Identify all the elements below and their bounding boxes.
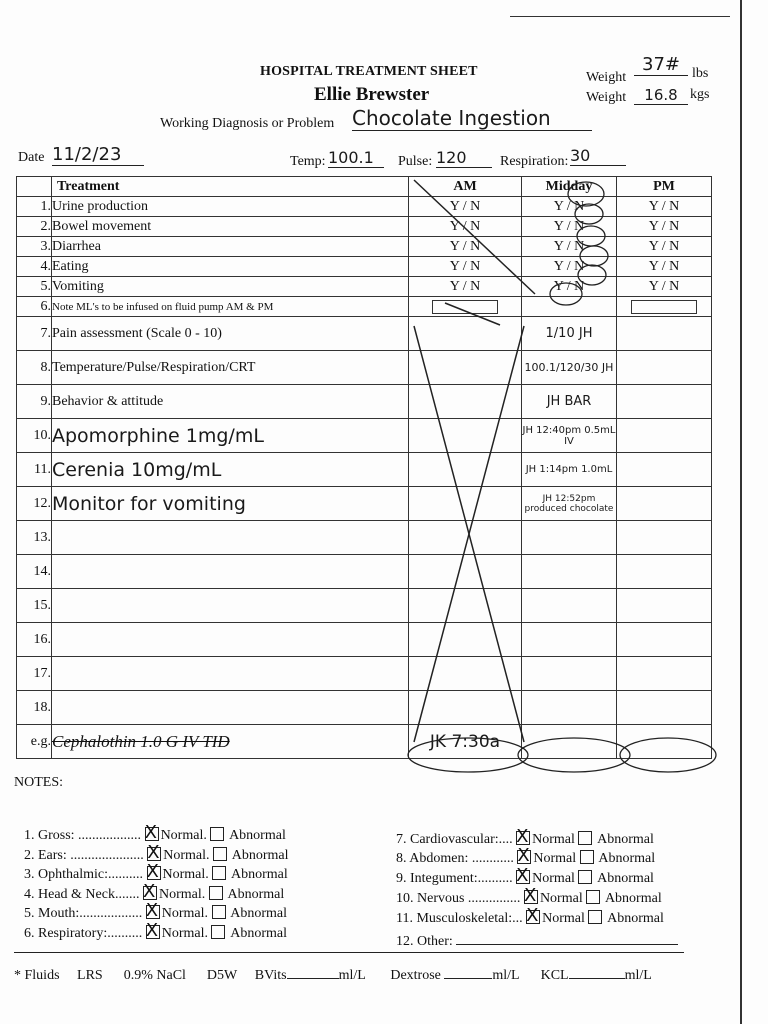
row-num: 9. [17, 385, 52, 419]
row-label: Eating [52, 257, 409, 277]
row-am[interactable]: Y / N [409, 237, 522, 257]
abnormal-checkbox[interactable] [213, 847, 227, 861]
date-label: Date [18, 150, 45, 165]
normal-label: Normal. [160, 828, 207, 843]
normal-checkbox[interactable] [146, 905, 160, 919]
row-am[interactable]: Y / N [409, 217, 522, 237]
row-num: 6. [17, 297, 52, 317]
exam-label: 11. Musculoskeletal:... [396, 911, 523, 926]
row-num: 1. [17, 197, 52, 217]
bvits-unit: ml/L [338, 968, 366, 983]
normal-label: Normal [539, 891, 583, 906]
abnormal-checkbox[interactable] [578, 870, 592, 884]
row-mid[interactable]: JH BAR [522, 385, 617, 419]
fluids-row [14, 966, 652, 984]
header-am: AM [409, 177, 522, 197]
normal-label: Normal. [161, 906, 208, 921]
abnormal-checkbox[interactable] [212, 866, 226, 880]
dextrose-field[interactable] [444, 966, 492, 979]
weight-kgs-value[interactable]: 16.8 [634, 86, 688, 105]
weight-kgs-label: Weight [586, 90, 627, 105]
normal-checkbox[interactable] [516, 831, 530, 845]
row-am[interactable]: Y / N [409, 277, 522, 297]
row-num: 8. [17, 351, 52, 385]
d5w-option[interactable]: D5W [206, 968, 238, 983]
fluids-label: * Fluids [14, 968, 60, 983]
temp-value[interactable]: 100.1 [328, 148, 384, 168]
abnormal-label: Abnormal [598, 851, 656, 866]
row-label: Urine production [52, 197, 409, 217]
row-label: Note ML's to be infused on fluid pump AM & PM [52, 297, 409, 317]
normal-label: Normal. [162, 867, 209, 882]
dextrose-unit: ml/L [492, 968, 520, 983]
bvits-label: BVits [254, 968, 287, 983]
kcl-field[interactable] [569, 966, 625, 979]
abnormal-label: Abnormal [597, 832, 654, 847]
diagnosis-label: Working Diagnosis or Problem [160, 116, 335, 131]
row-num: 10. [17, 419, 52, 453]
normal-checkbox[interactable] [524, 890, 538, 904]
row-label: Temperature/Pulse/Respiration/CRT [52, 351, 409, 385]
row-num: 7. [17, 317, 52, 351]
row-label: Behavior & attitude [52, 385, 409, 419]
normal-checkbox[interactable] [516, 870, 530, 884]
normal-checkbox[interactable] [145, 827, 159, 841]
resp-value[interactable]: 30 [570, 146, 626, 166]
row-num: 15. [17, 589, 52, 623]
exam-row-ophthalmic [24, 866, 288, 883]
row-label: Cerenia 10mg/mL [52, 453, 409, 487]
patient-name: Ellie Brewster [314, 84, 430, 105]
row-mid[interactable]: Y / N [522, 237, 617, 257]
row-mid[interactable]: Y / N [522, 217, 617, 237]
kcl-label: KCL [540, 968, 569, 983]
row-num: 11. [17, 453, 52, 487]
exam-label: 9. Integument:.......... [396, 871, 513, 886]
exam-row-other [396, 930, 678, 950]
pulse-value[interactable]: 120 [436, 148, 492, 168]
row-label: Diarrhea [52, 237, 409, 257]
normal-checkbox[interactable] [147, 847, 161, 861]
abnormal-checkbox[interactable] [209, 886, 223, 900]
row-pm[interactable]: Y / N [617, 257, 712, 277]
abnormal-label: Abnormal [231, 867, 288, 882]
abnormal-label: Abnormal [230, 926, 287, 941]
normal-checkbox[interactable] [517, 850, 531, 864]
nacl-option[interactable]: 0.9% NaCl [123, 968, 186, 983]
example-label: Cephalothin 1.0 G IV TID [52, 725, 409, 759]
exam-label: 8. Abdomen: ............ [396, 851, 514, 866]
weight-kgs-unit: kgs [690, 87, 710, 102]
row-label: Vomiting [52, 277, 409, 297]
header-midday: Midday [522, 177, 617, 197]
abnormal-label: Abnormal [231, 848, 289, 863]
divider [14, 952, 684, 953]
other-label: 12. Other: [396, 934, 453, 949]
abnormal-label: Abnormal [597, 871, 654, 886]
abnormal-checkbox[interactable] [588, 910, 602, 924]
row-label: Monitor for vomiting [52, 487, 409, 521]
sheet-title: HOSPITAL TREATMENT SHEET [260, 64, 478, 79]
exam-label: 5. Mouth:.................. [24, 906, 143, 921]
abnormal-checkbox[interactable] [578, 831, 592, 845]
other-field[interactable] [456, 930, 678, 945]
row-pm[interactable]: Y / N [617, 237, 712, 257]
notes-label: NOTES: [14, 775, 63, 790]
row-num: 4. [17, 257, 52, 277]
dextrose-label: Dextrose [390, 968, 441, 983]
kcl-unit: ml/L [624, 968, 652, 983]
row-num: 18. [17, 691, 52, 725]
row-label: Bowel movement [52, 217, 409, 237]
normal-checkbox[interactable] [143, 886, 157, 900]
weight-lbs-label: Weight [586, 70, 627, 85]
row-mid[interactable]: JH 12:40pm 0.5mL IV [522, 419, 617, 453]
row-am[interactable]: Y / N [409, 257, 522, 277]
normal-label: Normal [533, 851, 577, 866]
row-label: Pain assessment (Scale 0 - 10) [52, 317, 409, 351]
normal-checkbox[interactable] [146, 925, 160, 939]
diagnosis-value[interactable]: Chocolate Ingestion [352, 106, 592, 131]
abnormal-checkbox[interactable] [580, 850, 594, 864]
row-am[interactable]: Y / N [409, 197, 522, 217]
abnormal-label: Abnormal [229, 828, 286, 843]
row-pm[interactable]: Y / N [617, 197, 712, 217]
row-num: 2. [17, 217, 52, 237]
row-num: 16. [17, 623, 52, 657]
abnormal-checkbox[interactable] [212, 905, 226, 919]
pulse-label: Pulse: [398, 154, 433, 169]
row-label: Apomorphine 1mg/mL [52, 419, 409, 453]
abnormal-label: Abnormal [604, 891, 662, 906]
normal-checkbox[interactable] [526, 910, 540, 924]
exam-label: 6. Respiratory:.......... [24, 926, 143, 941]
weight-lbs-unit: lbs [692, 66, 709, 81]
exam-label: 4. Head & Neck....... [24, 887, 140, 902]
normal-label: Normal [532, 871, 575, 886]
row-num: 13. [17, 521, 52, 555]
row-mid[interactable]: Y / N [522, 277, 617, 297]
lrs-option[interactable]: LRS [77, 968, 103, 983]
row-mid[interactable]: 100.1/120/30 JH [522, 351, 617, 385]
row-num: 17. [17, 657, 52, 691]
row-pm[interactable]: Y / N [617, 217, 712, 237]
scan-edge [740, 0, 742, 1024]
row-pm[interactable]: Y / N [617, 277, 712, 297]
row-mid[interactable]: JH 1:14pm 1.0mL [522, 453, 617, 487]
abnormal-label: Abnormal [230, 906, 287, 921]
weight-lbs-value[interactable]: 37# [634, 54, 688, 76]
abnormal-checkbox[interactable] [211, 925, 225, 939]
normal-label: Normal. [158, 887, 206, 902]
date-value[interactable]: 11/2/23 [52, 144, 144, 166]
normal-label: Normal [542, 911, 585, 926]
row-num: 3. [17, 237, 52, 257]
exam-row-respiratory [24, 925, 287, 942]
normal-label: Normal. [163, 848, 210, 863]
normal-label: Normal [532, 832, 575, 847]
example-am: JK 7:30a [409, 725, 522, 759]
exam-label: 3. Ophthalmic:.......... [24, 867, 143, 882]
row-mid[interactable]: Y / N [522, 257, 617, 277]
temp-label: Temp: [290, 154, 326, 169]
example-num: e.g. [17, 725, 52, 759]
exam-label: 10. Nervous ............... [396, 891, 521, 906]
exam-row-musculoskeletal [396, 910, 664, 927]
row-mid[interactable]: JH 12:52pm produced chocolate [522, 487, 617, 521]
normal-label: Normal. [161, 926, 208, 941]
exam-label: 7. Cardiovascular:.... [396, 832, 513, 847]
row-num: 5. [17, 277, 52, 297]
exam-label: 2. Ears: ..................... [24, 848, 144, 863]
header-pm: PM [617, 177, 712, 197]
row-mid[interactable]: 1/10 JH [522, 317, 617, 351]
abnormal-checkbox[interactable] [210, 827, 224, 841]
abnormal-label: Abnormal [607, 911, 664, 926]
normal-checkbox[interactable] [147, 866, 161, 880]
resp-label: Respiration: [500, 154, 569, 169]
row-num: 14. [17, 555, 52, 589]
header-treatment: Treatment [52, 177, 409, 197]
row-num: 12. [17, 487, 52, 521]
exam-label: 1. Gross: .................. [24, 828, 142, 843]
scan-line [510, 16, 730, 17]
abnormal-label: Abnormal [227, 887, 285, 902]
bvits-field[interactable] [287, 966, 339, 979]
abnormal-checkbox[interactable] [586, 890, 600, 904]
row-mid[interactable]: Y / N [522, 197, 617, 217]
